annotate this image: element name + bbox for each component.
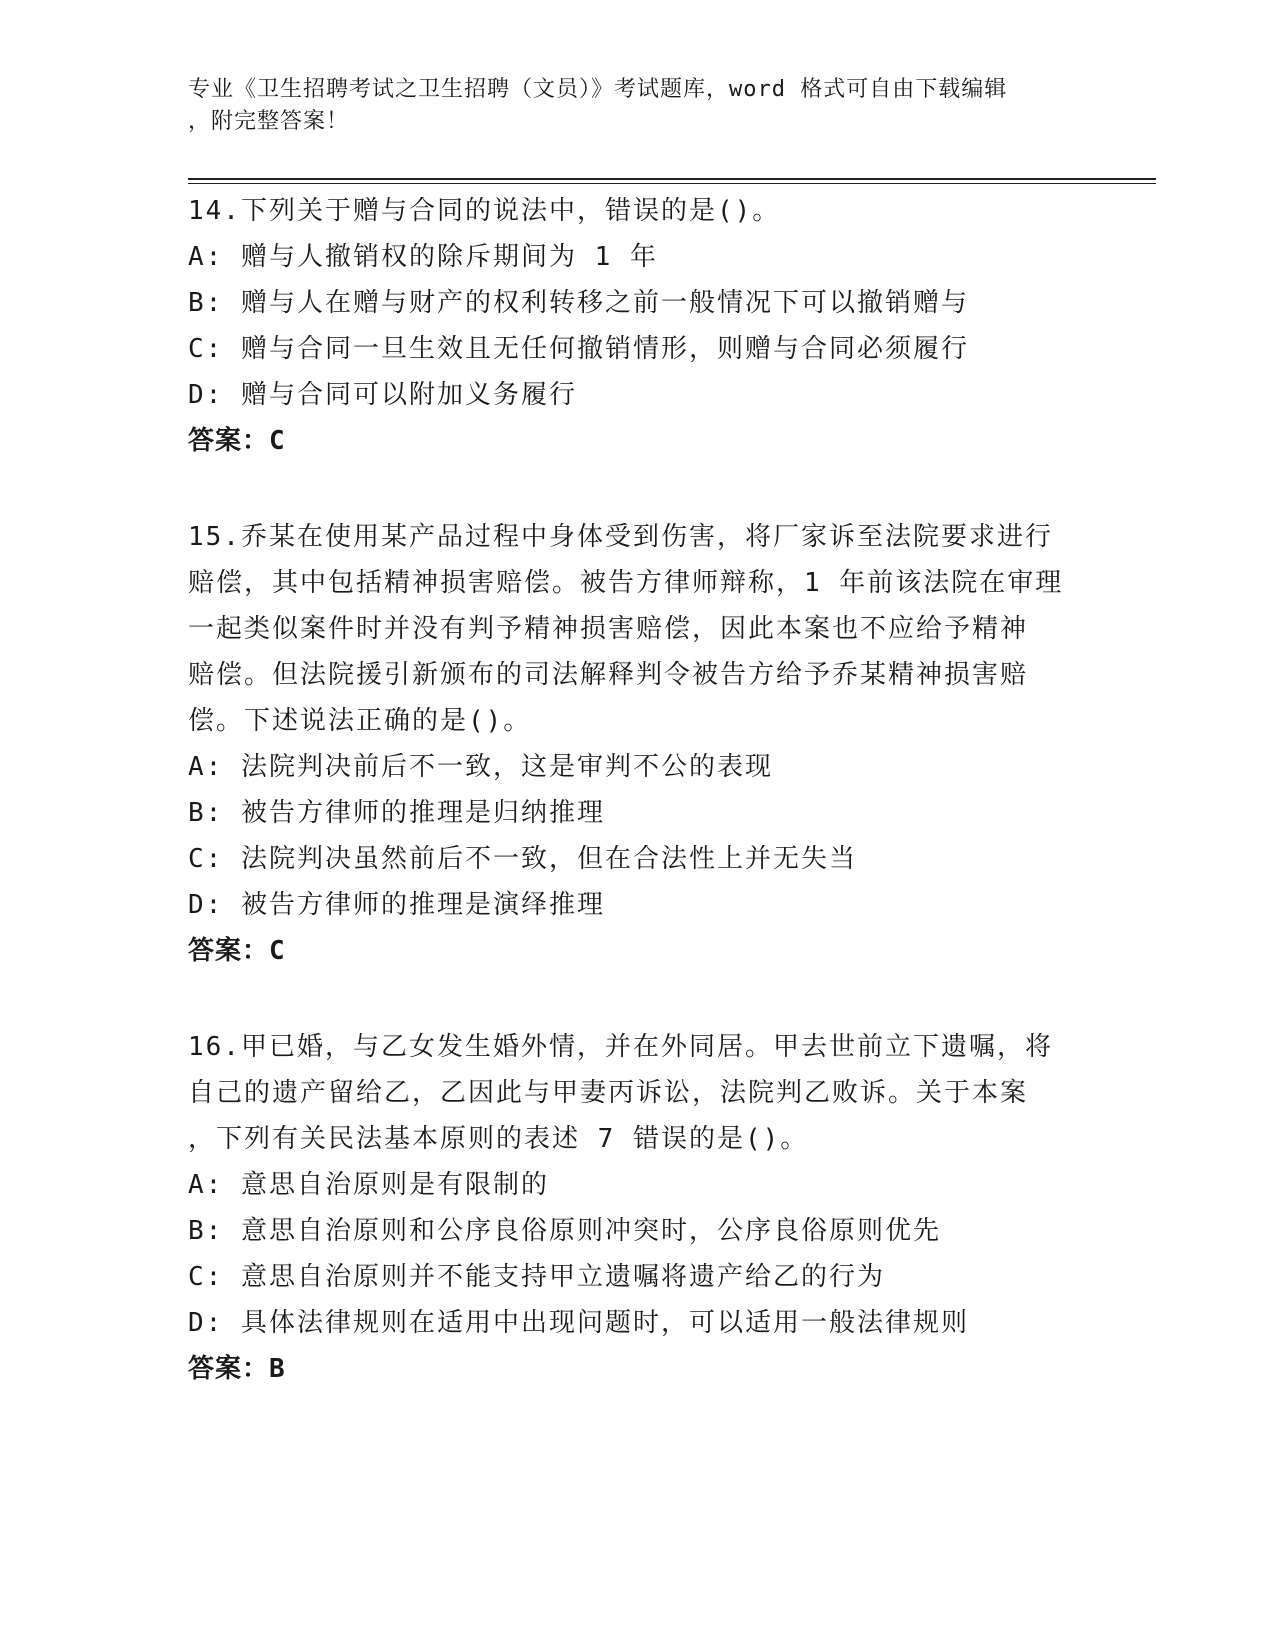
question-stem: 偿。下述说法正确的是()。 <box>188 706 532 736</box>
option-b: B: 被告方律师的推理是归纳推理 <box>188 798 605 828</box>
question-stem: ，下列有关民法基本原则的表述 7 错误的是()。 <box>188 1124 809 1154</box>
header-line: 专业《卫生招聘考试之卫生招聘（文员）》考试题库，word 格式可自由下载编辑 <box>188 77 1008 102</box>
question-stem: 赔偿。但法院援引新颁布的司法解释判令被告方给予乔某精神损害赔 <box>188 660 1029 690</box>
question-stem: 16.甲已婚，与乙女发生婚外情，并在外同居。甲去世前立下遗嘱，将 <box>188 1032 1053 1062</box>
question-16 <box>188 1024 1088 1392</box>
answer-line: 答案：B <box>188 1354 286 1384</box>
question-list <box>188 188 1088 1442</box>
header-divider-thin <box>188 183 1156 184</box>
header-line: ，附完整答案！ <box>188 109 350 134</box>
question-stem: 14.下列关于赠与合同的说法中，错误的是()。 <box>188 196 781 226</box>
question-15 <box>188 514 1088 974</box>
option-b: B: 赠与人在赠与财产的权利转移之前一般情况下可以撤销赠与 <box>188 288 969 318</box>
answer-line: 答案：C <box>188 426 286 456</box>
option-c: C: 意思自治原则并不能支持甲立遗嘱将遗产给乙的行为 <box>188 1262 885 1292</box>
question-stem: 自己的遗产留给乙，乙因此与甲妻丙诉讼，法院判乙败诉。关于本案 <box>188 1078 1029 1108</box>
option-c: C: 法院判决虽然前后不一致，但在合法性上并无失当 <box>188 844 857 874</box>
question-stem: 15.乔某在使用某产品过程中身体受到伤害，将厂家诉至法院要求进行 <box>188 522 1053 552</box>
option-a: A: 法院判决前后不一致，这是审判不公的表现 <box>188 752 773 782</box>
answer-line: 答案：C <box>188 936 286 966</box>
option-d: D: 被告方律师的推理是演绎推理 <box>188 890 605 920</box>
document-header <box>188 74 1068 138</box>
option-b: B: 意思自治原则和公序良俗原则冲突时，公序良俗原则优先 <box>188 1216 941 1246</box>
question-14 <box>188 188 1088 464</box>
question-stem: 一起类似案件时并没有判予精神损害赔偿，因此本案也不应给予精神 <box>188 614 1029 644</box>
header-divider-thick <box>188 178 1156 180</box>
option-a: A: 意思自治原则是有限制的 <box>188 1170 549 1200</box>
option-d: D: 赠与合同可以附加义务履行 <box>188 380 577 410</box>
option-a: A: 赠与人撤销权的除斥期间为 1 年 <box>188 242 658 272</box>
option-d: D: 具体法律规则在适用中出现问题时，可以适用一般法律规则 <box>188 1308 969 1338</box>
question-stem: 赔偿，其中包括精神损害赔偿。被告方律师辩称，1 年前该法院在审理 <box>188 568 1064 598</box>
option-c: C: 赠与合同一旦生效且无任何撤销情形，则赠与合同必须履行 <box>188 334 969 364</box>
